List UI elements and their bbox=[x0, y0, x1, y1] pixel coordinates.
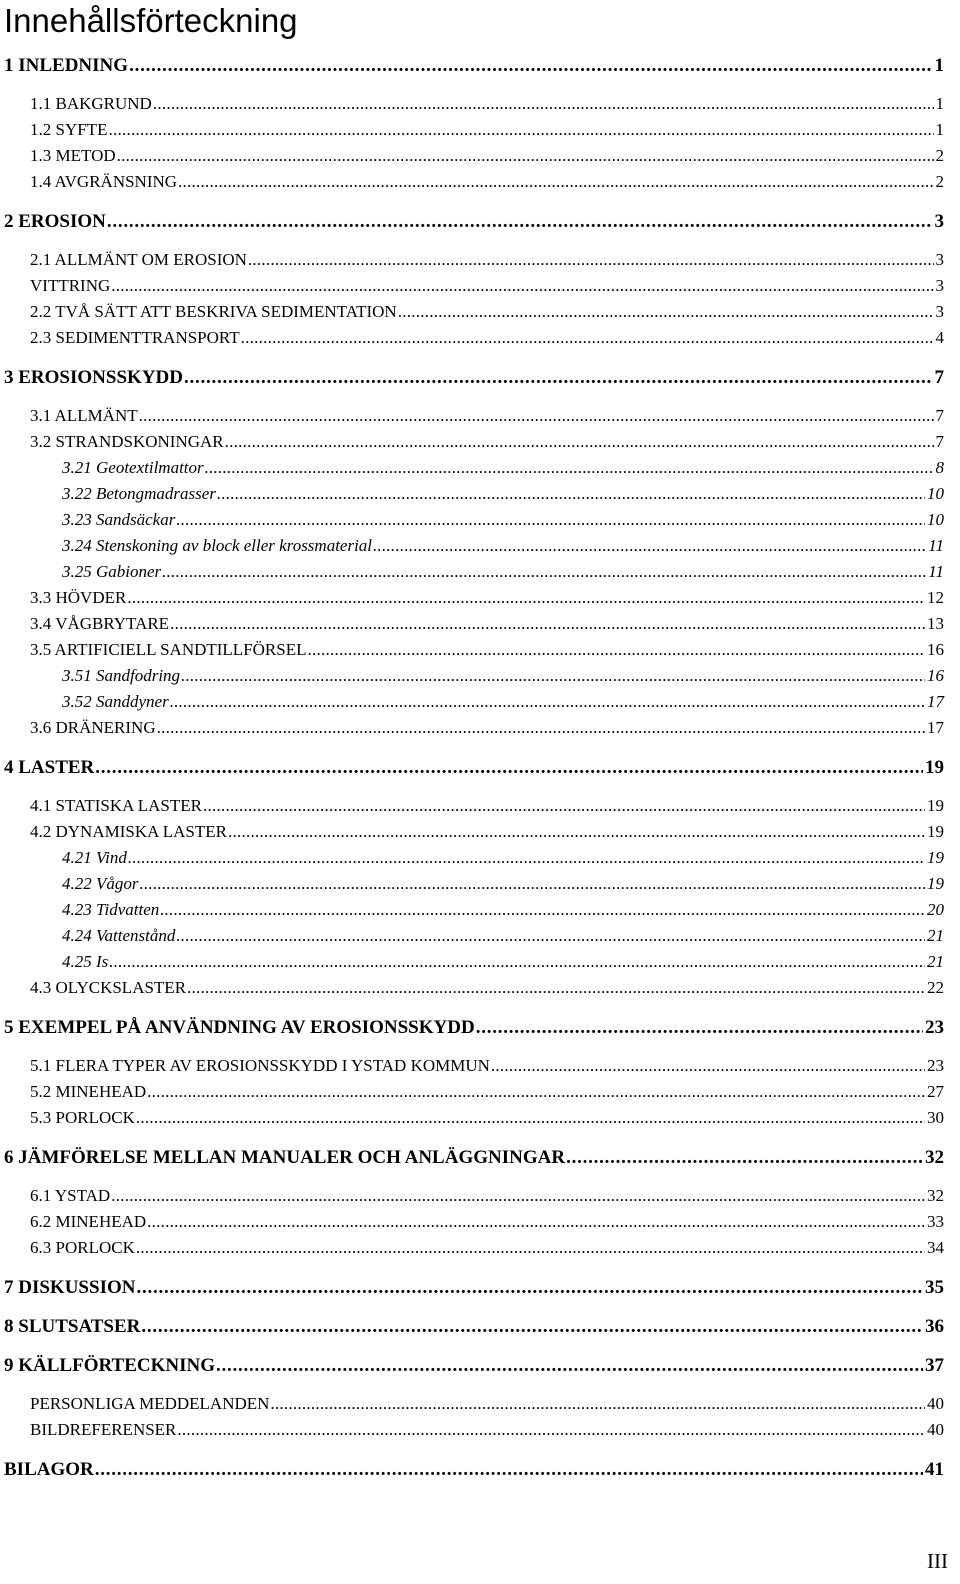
toc-entry-page: 2 bbox=[935, 146, 944, 165]
toc-entry[interactable] bbox=[4, 212, 944, 231]
dot-leader bbox=[241, 329, 934, 346]
toc-entry-page: 41 bbox=[925, 1459, 944, 1480]
toc-entry-page: 13 bbox=[927, 614, 944, 633]
dot-leader bbox=[248, 251, 934, 268]
toc-entry-label: 1.1 BAKGRUND bbox=[30, 94, 152, 113]
toc-entry[interactable] bbox=[4, 56, 944, 75]
toc-entry-page: 8 bbox=[935, 458, 944, 477]
toc-entry-page: 27 bbox=[927, 1082, 944, 1101]
toc-entry-page: 2 bbox=[935, 172, 944, 191]
toc-entry-label: 4.21 Vind bbox=[62, 848, 127, 867]
toc-entry-page: 19 bbox=[927, 822, 944, 841]
toc-entry[interactable] bbox=[30, 979, 944, 996]
toc-entry-page: 33 bbox=[927, 1212, 944, 1231]
toc-entry-label: 2.1 ALLMÄNT OM EROSION bbox=[30, 250, 247, 269]
toc-entry-page: 19 bbox=[927, 796, 944, 815]
dot-leader bbox=[307, 641, 925, 658]
dot-leader bbox=[178, 173, 933, 190]
toc-entry[interactable] bbox=[30, 1239, 944, 1256]
toc-entry-page: 1 bbox=[934, 55, 944, 76]
dot-leader bbox=[566, 1148, 923, 1167]
toc-entry-page: 32 bbox=[927, 1186, 944, 1205]
dot-leader bbox=[225, 433, 934, 450]
dot-leader bbox=[153, 95, 934, 112]
toc-entry[interactable] bbox=[62, 901, 944, 918]
dot-leader bbox=[184, 368, 933, 387]
dot-leader bbox=[111, 277, 933, 294]
toc-entry-label: 4.2 DYNAMISKA LASTER bbox=[30, 822, 227, 841]
toc-entry[interactable] bbox=[30, 1421, 944, 1438]
dot-leader bbox=[95, 758, 923, 777]
dot-leader bbox=[170, 615, 925, 632]
toc-entry-label: 3.3 HÖVDER bbox=[30, 588, 127, 607]
toc-entry-label: BILAGOR bbox=[4, 1459, 94, 1480]
toc-entry-page: 35 bbox=[925, 1277, 944, 1298]
toc-entry-page: 21 bbox=[927, 926, 944, 945]
dot-leader bbox=[270, 1395, 925, 1412]
toc-entry-label: 3.25 Gabioner bbox=[62, 562, 162, 581]
toc-entry-label: 2.3 SEDIMENTTRANSPORT bbox=[30, 328, 240, 347]
toc-entry[interactable] bbox=[62, 537, 944, 554]
toc-entry[interactable] bbox=[62, 667, 944, 684]
dot-leader bbox=[107, 212, 933, 231]
dot-leader bbox=[95, 1460, 923, 1479]
toc-entry-label: 2 EROSION bbox=[4, 211, 106, 232]
toc-entry[interactable] bbox=[62, 511, 944, 528]
toc-entry-page: 11 bbox=[928, 536, 944, 555]
toc-entry-label: 1.3 METOD bbox=[30, 146, 116, 165]
toc-entry[interactable] bbox=[62, 485, 944, 502]
toc-entry-label: 3.52 Sanddyner bbox=[62, 692, 169, 711]
toc-entry[interactable] bbox=[30, 147, 944, 164]
dot-leader bbox=[147, 1083, 925, 1100]
toc-entry-label: 3.2 STRANDSKONINGAR bbox=[30, 432, 224, 451]
dot-leader bbox=[203, 797, 925, 814]
toc-entry[interactable] bbox=[30, 1057, 944, 1074]
toc-entry-page: 3 bbox=[934, 211, 944, 232]
dot-leader bbox=[217, 485, 925, 502]
toc-entry-label: 3.1 ALLMÄNT bbox=[30, 406, 138, 425]
toc-entry-label: VITTRING bbox=[30, 276, 111, 295]
toc-entry-page: 10 bbox=[927, 510, 944, 529]
toc-entry-page: 19 bbox=[927, 874, 944, 893]
toc-entry[interactable] bbox=[62, 953, 944, 970]
toc-entry-label: 3.21 Geotextilmattor bbox=[62, 458, 204, 477]
toc-entry-label: 5 EXEMPEL PÅ ANVÄNDNING AV EROSIONSSKYDD bbox=[4, 1017, 475, 1038]
toc-entry-label: 3.4 VÅGBRYTARE bbox=[30, 614, 170, 633]
toc-entry[interactable] bbox=[4, 1460, 944, 1479]
toc-entry[interactable] bbox=[30, 277, 944, 294]
toc-entry-label: 6.1 YSTAD bbox=[30, 1186, 111, 1205]
toc-entry[interactable] bbox=[62, 927, 944, 944]
toc-entry-label: 3.6 DRÄNERING bbox=[30, 718, 156, 737]
toc-entry-page: 30 bbox=[927, 1108, 944, 1127]
dot-leader bbox=[127, 589, 925, 606]
toc-entry-label: 5.3 PORLOCK bbox=[30, 1108, 135, 1127]
dot-leader bbox=[181, 667, 925, 684]
dot-leader bbox=[216, 1356, 923, 1375]
toc-entry[interactable] bbox=[30, 433, 944, 450]
toc-entry-page: 32 bbox=[925, 1147, 944, 1168]
toc-entry[interactable] bbox=[30, 173, 944, 190]
toc-entry[interactable] bbox=[62, 693, 944, 710]
toc-entry-label: 4.24 Vattenstånd bbox=[62, 926, 176, 945]
toc-entry-label: 4 LASTER bbox=[4, 757, 95, 778]
toc-entry[interactable] bbox=[30, 641, 944, 658]
dot-leader bbox=[176, 927, 925, 944]
toc-entry[interactable] bbox=[30, 407, 944, 424]
dot-leader bbox=[117, 147, 934, 164]
toc-entry-page: 40 bbox=[927, 1394, 944, 1413]
dot-leader bbox=[108, 121, 933, 138]
dot-leader bbox=[476, 1018, 923, 1037]
toc-entry[interactable] bbox=[62, 459, 944, 476]
toc-entry[interactable] bbox=[4, 758, 944, 777]
toc-entry-label: PERSONLIGA MEDDELANDEN bbox=[30, 1394, 270, 1413]
toc-entry-page: 7 bbox=[934, 367, 944, 388]
toc-entry[interactable] bbox=[30, 95, 944, 112]
toc-entry[interactable] bbox=[30, 303, 944, 320]
toc-entry[interactable] bbox=[30, 251, 944, 268]
toc-entry[interactable] bbox=[62, 849, 944, 866]
toc-entry-label: 5.1 FLERA TYPER AV EROSIONSSKYDD I YSTAD KOMMUN bbox=[30, 1056, 490, 1075]
dot-leader bbox=[160, 901, 925, 918]
dot-leader bbox=[136, 1239, 925, 1256]
dot-leader bbox=[205, 459, 934, 476]
toc-entry-label: 4.22 Vågor bbox=[62, 874, 139, 893]
toc-entry-page: 3 bbox=[935, 276, 944, 295]
toc-entry-page: 37 bbox=[925, 1355, 944, 1376]
dot-leader bbox=[177, 1421, 925, 1438]
toc-entry-label: 3.24 Stenskoning av block eller krossmaterial bbox=[62, 536, 373, 555]
dot-leader bbox=[136, 1109, 925, 1126]
toc-entry[interactable] bbox=[30, 1187, 944, 1204]
toc-entry-label: 4.3 OLYCKSLASTER bbox=[30, 978, 187, 997]
toc-entry-label: 5.2 MINEHEAD bbox=[30, 1082, 147, 1101]
toc-entry-page: 1 bbox=[935, 120, 944, 139]
dot-leader bbox=[228, 823, 925, 840]
toc-entry-page: 19 bbox=[927, 848, 944, 867]
toc-entry-page: 11 bbox=[928, 562, 944, 581]
dot-leader bbox=[109, 953, 925, 970]
toc-entry[interactable] bbox=[30, 589, 944, 606]
toc-entry[interactable] bbox=[30, 329, 944, 346]
toc-entry-label: 8 SLUTSATSER bbox=[4, 1316, 141, 1337]
toc-entry[interactable] bbox=[30, 615, 944, 632]
toc-entry[interactable] bbox=[30, 1213, 944, 1230]
toc-entry-page: 17 bbox=[927, 692, 944, 711]
dot-leader bbox=[187, 979, 925, 996]
toc-entry[interactable] bbox=[4, 1018, 944, 1037]
toc-entry-label: 2.2 TVÅ SÄTT ATT BESKRIVA SEDIMENTATION bbox=[30, 302, 397, 321]
toc-entry-page: 22 bbox=[927, 978, 944, 997]
toc-entry-page: 19 bbox=[925, 757, 944, 778]
toc-entry[interactable] bbox=[30, 823, 944, 840]
toc-entry-page: 20 bbox=[927, 900, 944, 919]
toc-entry-page: 3 bbox=[935, 250, 944, 269]
toc-entry-page: 7 bbox=[935, 432, 944, 451]
toc-entry-page: 16 bbox=[927, 640, 944, 659]
toc-entry-label: 3.22 Betongmadrasser bbox=[62, 484, 216, 503]
toc-entry-label: BILDREFERENSER bbox=[30, 1420, 177, 1439]
toc-entry-page: 17 bbox=[927, 718, 944, 737]
dot-leader bbox=[147, 1213, 925, 1230]
toc-entry[interactable] bbox=[30, 1083, 944, 1100]
toc-entry[interactable] bbox=[4, 1278, 944, 1297]
toc-entry-page: 23 bbox=[925, 1017, 944, 1038]
toc-entry-label: 4.23 Tidvatten bbox=[62, 900, 160, 919]
toc-entry-label: 1.4 AVGRÄNSNING bbox=[30, 172, 178, 191]
toc-entry-label: 6.3 PORLOCK bbox=[30, 1238, 135, 1257]
toc-entry-label: 1.2 SYFTE bbox=[30, 120, 108, 139]
toc-entry[interactable] bbox=[4, 1148, 944, 1167]
toc-entry-page: 7 bbox=[935, 406, 944, 425]
toc-entry-page: 4 bbox=[935, 328, 944, 347]
dot-leader bbox=[129, 56, 932, 75]
toc-entry-label: 6 JÄMFÖRELSE MELLAN MANUALER OCH ANLÄGGNINGAR bbox=[4, 1147, 566, 1168]
page-title: Innehållsförteckning bbox=[4, 2, 298, 39]
toc-entry-page: 36 bbox=[925, 1316, 944, 1337]
toc-entry-page: 12 bbox=[927, 588, 944, 607]
toc-entry-page: 10 bbox=[927, 484, 944, 503]
toc-entry-label: 3.23 Sandsäckar bbox=[62, 510, 176, 529]
dot-leader bbox=[373, 537, 926, 554]
dot-leader bbox=[170, 693, 925, 710]
toc-entry[interactable] bbox=[62, 563, 944, 580]
dot-leader bbox=[162, 563, 926, 580]
toc-entry[interactable] bbox=[30, 719, 944, 736]
toc-entry[interactable] bbox=[30, 797, 944, 814]
toc-entry[interactable] bbox=[4, 1317, 944, 1336]
toc-entry-page: 34 bbox=[927, 1238, 944, 1257]
toc-entry-label: 6.2 MINEHEAD bbox=[30, 1212, 147, 1231]
dot-leader bbox=[141, 1317, 923, 1336]
toc-entry-label: 1 INLEDNING bbox=[4, 55, 129, 76]
toc-entry[interactable] bbox=[30, 121, 944, 138]
dot-leader bbox=[176, 511, 925, 528]
dot-leader bbox=[398, 303, 934, 320]
page-number: III bbox=[927, 1549, 948, 1573]
toc-entry[interactable] bbox=[30, 1109, 944, 1126]
dot-leader bbox=[157, 719, 925, 736]
toc-entry-page: 23 bbox=[927, 1056, 944, 1075]
toc-entry[interactable] bbox=[4, 1356, 944, 1375]
toc-entry[interactable] bbox=[30, 1395, 944, 1412]
toc-entry-label: 3.5 ARTIFICIELL SANDTILLFÖRSEL bbox=[30, 640, 307, 659]
dot-leader bbox=[140, 875, 926, 892]
toc-entry-label: 4.1 STATISKA LASTER bbox=[30, 796, 202, 815]
toc-entry[interactable] bbox=[62, 875, 944, 892]
toc-entry-page: 21 bbox=[927, 952, 944, 971]
toc-entry-label: 7 DISKUSSION bbox=[4, 1277, 136, 1298]
dot-leader bbox=[136, 1278, 923, 1297]
dot-leader bbox=[111, 1187, 925, 1204]
toc-entry-page: 1 bbox=[935, 94, 944, 113]
dot-leader bbox=[128, 849, 925, 866]
toc-entry-page: 16 bbox=[927, 666, 944, 685]
toc-entry-label: 4.25 Is bbox=[62, 952, 109, 971]
toc-entry[interactable] bbox=[4, 368, 944, 387]
toc-entry-page: 3 bbox=[935, 302, 944, 321]
toc-entry-label: 3.51 Sandfodring bbox=[62, 666, 181, 685]
toc-entry-label: 3 EROSIONSSKYDD bbox=[4, 367, 183, 388]
dot-leader bbox=[491, 1057, 925, 1074]
toc-entry-page: 40 bbox=[927, 1420, 944, 1439]
dot-leader bbox=[139, 407, 934, 424]
toc-entry-label: 9 KÄLLFÖRTECKNING bbox=[4, 1355, 215, 1376]
